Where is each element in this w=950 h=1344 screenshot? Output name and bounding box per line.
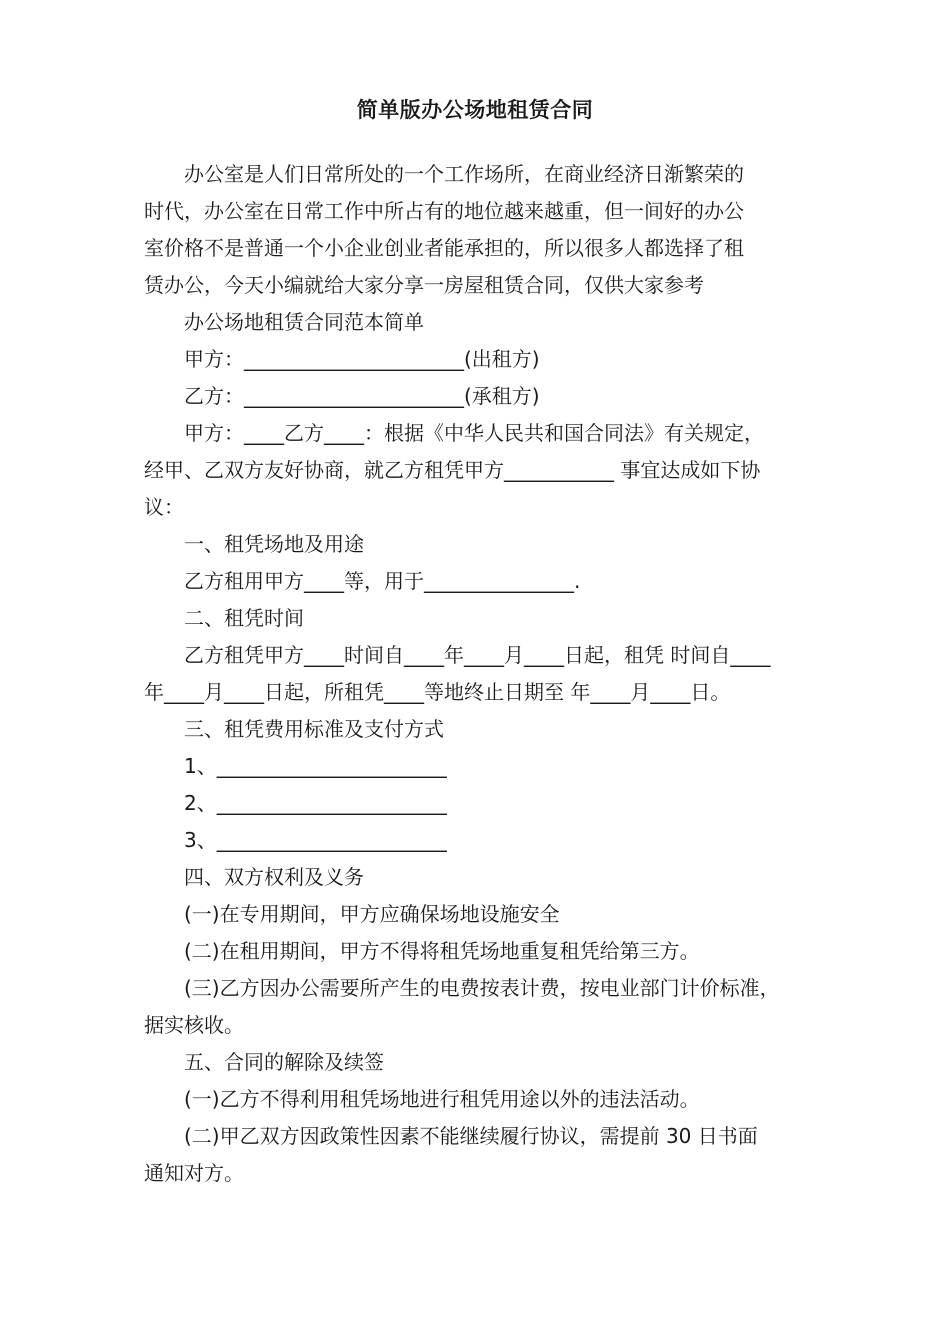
party-a-line: 甲方：______________________(出租方): [184, 347, 540, 371]
intro-line: 室价格不是普通一个小企业创业者能承担的，所以很多人都选择了租: [144, 236, 744, 260]
intro-line: 时代，办公室在日常工作中所占有的地位越来越重，但一间好的办公: [144, 199, 744, 223]
section-heading: 五、合同的解除及续签: [184, 1050, 384, 1074]
list-item: 3、_______________________: [184, 828, 447, 852]
section-heading: 一、租凭场地及用途: [184, 532, 364, 556]
party-b-line: 乙方：______________________(承租方): [184, 384, 540, 408]
agreement-line: 经甲、乙双方友好协商，就乙方租凭甲方___________ 事宜达成如下协: [144, 458, 761, 482]
section-body: 乙方租凭甲方____时间自____年____月____日起，租凭 时间自____: [184, 643, 771, 667]
agreement-line: 议：: [144, 495, 184, 519]
list-item: 据实核收。: [144, 1013, 244, 1037]
list-item: 通知对方。: [144, 1161, 244, 1185]
section-body: 乙方租用甲方____等，用于_______________.: [184, 569, 581, 593]
list-item: 2、_______________________: [184, 791, 447, 815]
list-item: (三)乙方因办公需要所产生的电费按表计费，按电业部门计价标准，: [184, 976, 780, 1000]
agreement-line: 甲方：____乙方____：根据《中华人民共和国合同法》有关规定，: [184, 421, 764, 445]
list-item: (二)甲乙双方因政策性因素不能继续履行协议，需提前 30 日书面: [184, 1124, 758, 1148]
list-item: 1、_______________________: [184, 754, 447, 778]
section-heading: 二、租凭时间: [184, 606, 304, 630]
intro-line: 办公室是人们日常所处的一个工作场所，在商业经济日渐繁荣的: [184, 162, 744, 186]
contract-subtitle: 办公场地租赁合同范本简单: [184, 310, 424, 334]
section-body: 年____月____日起，所租凭____等地终止日期至 年____月____日。: [144, 680, 731, 704]
intro-line: 赁办公，今天小编就给大家分享一房屋租赁合同，仅供大家参考: [144, 273, 704, 297]
section-heading: 三、租凭费用标准及支付方式: [184, 717, 444, 741]
document-title: 简单版办公场地租赁合同: [356, 98, 594, 122]
document-body: [144, 156, 834, 1192]
list-item: (二)在租用期间，甲方不得将租凭场地重复租凭给第三方。: [184, 939, 700, 963]
list-item: (一)在专用期间，甲方应确保场地设施安全: [184, 902, 560, 926]
section-heading: 四、双方权利及义务: [184, 865, 364, 889]
list-item: (一)乙方不得利用租凭场地进行租凭用途以外的违法活动。: [184, 1087, 700, 1111]
